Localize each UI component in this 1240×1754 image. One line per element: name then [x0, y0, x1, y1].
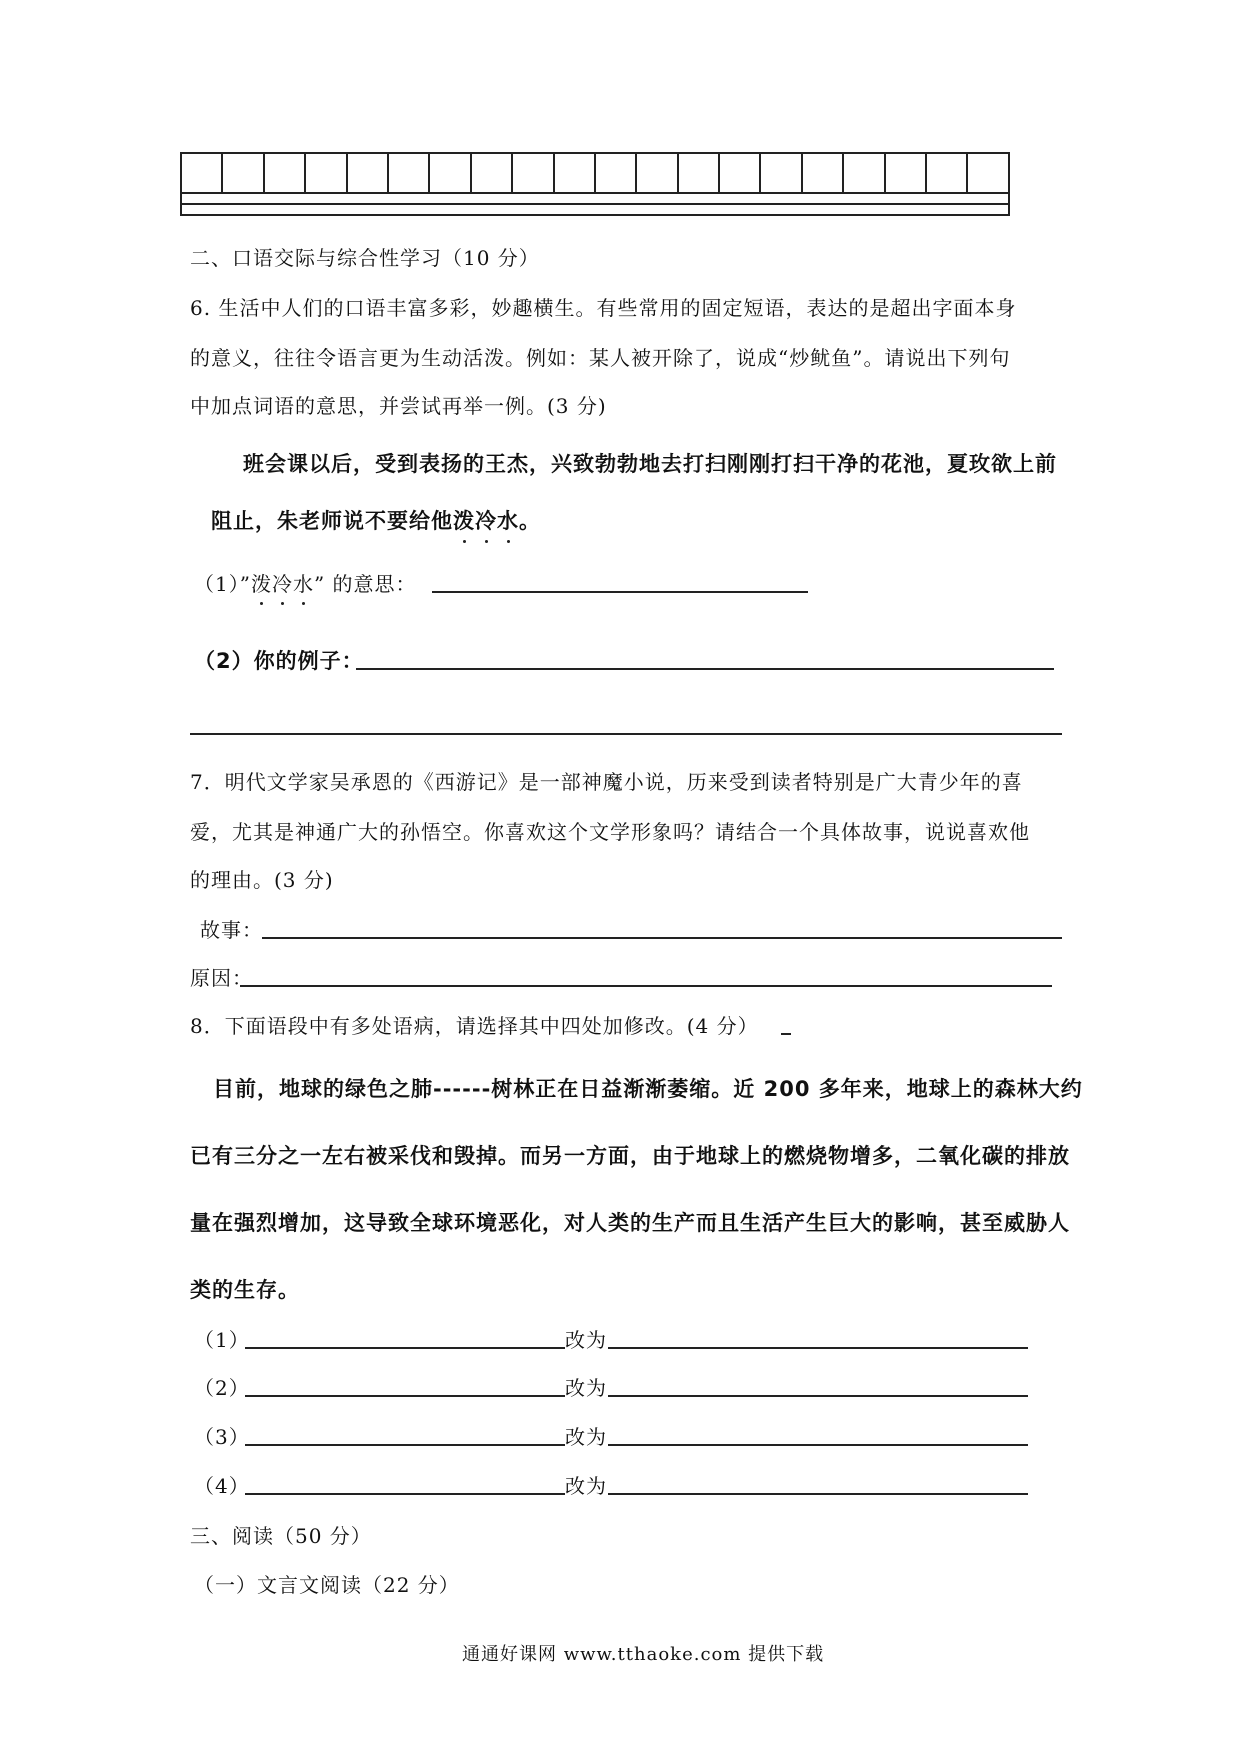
sub1-prefix: （1）” — [194, 572, 251, 596]
q6-passage-line1: 班会课以后，受到表扬的王杰，兴致勃勃地去打扫刚刚打扫干净的花池，夏玫欲上前 — [243, 452, 1057, 476]
prompt-underscore — [781, 1033, 791, 1035]
dotted-character: 泼 — [251, 568, 272, 597]
answer-line-q8-3-fix[interactable] — [608, 1444, 1028, 1446]
section3-heading: 三、阅读（50 分） — [190, 1524, 372, 1548]
section3-subheading: （一）文言文阅读（22 分） — [194, 1573, 460, 1597]
grid-cell[interactable] — [264, 153, 305, 193]
dotted-character: 冷 — [475, 505, 497, 535]
answer-line-q8-4-fix[interactable] — [608, 1493, 1028, 1495]
answer-line-q8-1-fix[interactable] — [608, 1347, 1028, 1349]
sub1-suffix: ” 的意思： — [313, 572, 417, 596]
grid-cell[interactable] — [471, 153, 512, 193]
q8-prompt: 8．下面语段中有多处语病，请选择其中四处加修改。(4 分） — [190, 1014, 759, 1038]
grid-cell-row — [181, 153, 1009, 193]
answer-line-q8-2-original[interactable] — [245, 1395, 565, 1397]
q7-reason-label: 原因： — [190, 966, 253, 990]
q6-passage-line2 — [211, 505, 541, 535]
q6-sub2: （2）你的例子： — [194, 649, 364, 673]
answer-line-q7-story[interactable] — [262, 937, 1062, 939]
q8-item-number: （2） — [194, 1376, 250, 1400]
q6-line2: 的意义，往往令语言更为生动活泼。例如：某人被开除了，说成“炒鱿鱼”。请说出下列句 — [190, 346, 1011, 370]
grid-spacer-row — [181, 204, 1009, 215]
dotted-character: 泼 — [453, 505, 475, 535]
q8-paragraph-line3: 量在强烈增加，这导致全球环境恶化，对人类的生产而且生活产生巨大的影响，甚至威胁人 — [190, 1211, 1070, 1235]
section2-heading: 二、口语交际与综合性学习（10 分） — [190, 246, 540, 270]
q6-sub1 — [194, 568, 417, 597]
grid-cell[interactable] — [926, 153, 967, 193]
answer-line-q8-4-original[interactable] — [245, 1493, 565, 1495]
grid-cell[interactable] — [719, 153, 760, 193]
grid-cell[interactable] — [802, 153, 843, 193]
q6-line3: 中加点词语的意思，并尝试再举一例。(3 分) — [190, 394, 607, 418]
grid-cell[interactable] — [388, 153, 429, 193]
writing-grid — [180, 152, 1010, 216]
q8-paragraph-line1: 目前，地球的绿色之肺------树林正在日益渐渐萎缩。近 200 多年来，地球上的森林大约 — [213, 1077, 1083, 1101]
page-footer: 通通好课网 www.tthaoke.com 提供下载 — [462, 1644, 825, 1665]
grid-cell[interactable] — [967, 153, 1009, 193]
q7-story-label: 故事： — [200, 918, 263, 942]
dotted-character: 冷 — [272, 568, 293, 597]
grid-cell[interactable] — [181, 153, 222, 193]
grid-cell[interactable] — [512, 153, 553, 193]
answer-line-q6-2b[interactable] — [190, 733, 1062, 735]
q8-item-number: （1） — [194, 1328, 250, 1352]
grid-cell[interactable] — [429, 153, 470, 193]
q8-item-number: （4） — [194, 1474, 250, 1498]
q8-paragraph-line4: 类的生存。 — [190, 1278, 300, 1302]
answer-line-q6-2[interactable] — [356, 668, 1054, 670]
grid-cell[interactable] — [595, 153, 636, 193]
q8-item-change-label: 改为 — [565, 1328, 607, 1352]
q8-item-number: （3） — [194, 1425, 250, 1449]
q7-line3: 的理由。(3 分) — [190, 868, 334, 892]
answer-line-q6-1[interactable] — [432, 591, 808, 593]
q8-paragraph-line2: 已有三分之一左右被采伐和毁掉。而另一方面，由于地球上的燃烧物增多，二氧化碳的排放 — [190, 1144, 1070, 1168]
grid-cell[interactable] — [305, 153, 346, 193]
q7-line1: 7．明代文学家吴承恩的《西游记》是一部神魔小说，历来受到读者特别是广大青少年的喜 — [190, 770, 1023, 794]
grid-cell[interactable] — [347, 153, 388, 193]
grid-spacer-row — [181, 193, 1009, 204]
passage-text: 阻止，朱老师说不要给他 — [211, 509, 453, 533]
q8-item-change-label: 改为 — [565, 1376, 607, 1400]
q8-item-change-label: 改为 — [565, 1425, 607, 1449]
grid-cell[interactable] — [843, 153, 884, 193]
answer-line-q8-2-fix[interactable] — [608, 1395, 1028, 1397]
grid-cell[interactable] — [222, 153, 263, 193]
grid-cell[interactable] — [760, 153, 801, 193]
answer-line-q8-1-original[interactable] — [245, 1347, 565, 1349]
dotted-phrase — [251, 572, 314, 596]
grid-cell[interactable] — [636, 153, 677, 193]
q7-line2: 爱，尤其是神通广大的孙悟空。你喜欢这个文学形象吗？请结合一个具体故事，说说喜欢他 — [190, 820, 1030, 844]
dotted-phrase — [453, 509, 519, 533]
q6-line1: 6. 生活中人们的口语丰富多彩，妙趣横生。有些常用的固定短语，表达的是超出字面本身 — [190, 296, 1017, 320]
dotted-character: 水 — [497, 505, 519, 535]
grid-cell[interactable] — [885, 153, 926, 193]
grid-cell[interactable] — [554, 153, 595, 193]
grid-cell[interactable] — [678, 153, 719, 193]
answer-line-q7-reason[interactable] — [240, 985, 1052, 987]
dotted-character: 水 — [293, 568, 314, 597]
q8-item-change-label: 改为 — [565, 1474, 607, 1498]
answer-line-q8-3-original[interactable] — [245, 1444, 565, 1446]
passage-text-end: 。 — [519, 509, 541, 533]
